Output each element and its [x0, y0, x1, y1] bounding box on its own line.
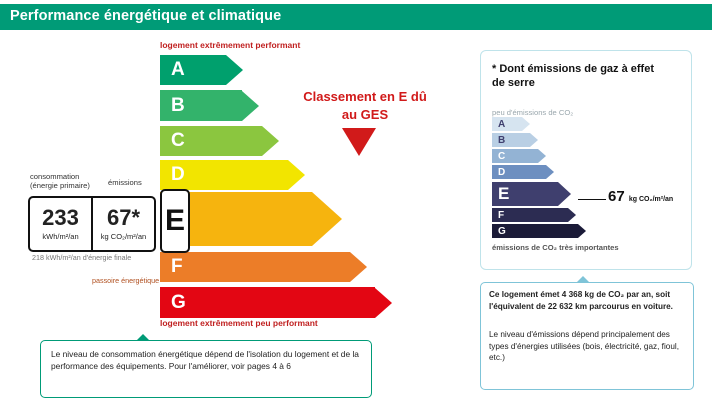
dpe-row-letter: C — [171, 130, 185, 151]
dpe-row-letter: G — [171, 291, 186, 313]
passoire-note: passoire énergétique — [92, 276, 160, 285]
green-note-notch-icon — [136, 334, 150, 341]
consumption-value-group — [30, 198, 93, 250]
classement-text: Classement en E dû au GES — [303, 89, 427, 122]
ges-row-tip-icon — [578, 224, 586, 238]
ges-row-tip-icon — [522, 117, 530, 131]
ges-title: * Dont émissions de gaz à effet de serre — [492, 63, 654, 90]
ges-unit: kg CO₂/m²/an — [628, 196, 674, 203]
consumption-box — [28, 196, 156, 252]
consumption-label-emissions: émissions — [108, 178, 142, 187]
dpe-row-letter: A — [171, 59, 185, 80]
ges-row — [492, 117, 530, 131]
consumption-label-primary: consommation (énergie primaire) — [30, 172, 90, 191]
ges-row-letter: F — [498, 209, 505, 221]
dpe-row-tip-icon — [350, 252, 367, 282]
dpe-row — [160, 55, 243, 85]
ges-value-group — [608, 188, 673, 205]
green-note — [40, 340, 372, 398]
ges-row-tip-icon — [568, 208, 576, 222]
ges-row-letter: E — [498, 184, 510, 203]
ges-row — [492, 224, 586, 238]
consumption-value: 233 — [42, 205, 79, 230]
ges-row — [492, 165, 554, 179]
dpe-row — [160, 287, 392, 318]
ges-row-letter: D — [498, 166, 506, 178]
final-energy-note: 218 kWh/m²/an d'énergie finale — [32, 253, 132, 262]
page-title: Performance énergétique et climatique — [10, 8, 282, 24]
dpe-row-letter: D — [171, 164, 185, 185]
dpe-row — [160, 126, 279, 156]
dpe-bottom-label: logement extrêmement peu performant — [160, 318, 318, 328]
ges-row-letter: G — [498, 225, 506, 237]
dpe-top-label: logement extrêmement performant — [160, 40, 301, 50]
ges-row-letter: A — [498, 118, 506, 130]
ges-row — [492, 182, 571, 206]
blue-note — [480, 282, 694, 390]
dpe-row-tip-icon — [226, 55, 243, 85]
consumption-unit: kWh/m²/an — [42, 232, 79, 241]
dpe-row — [160, 160, 305, 190]
current-class-badge: E — [160, 189, 190, 253]
blue-note-notch-icon — [576, 276, 590, 283]
ges-row-tip-icon — [530, 133, 538, 147]
dpe-row-tip-icon — [262, 126, 279, 156]
emission-value: 67* — [106, 205, 141, 230]
green-note-text: Le niveau de consommation énergétique dépend de l'isolation du logement et de la performance des équipements. Pour l'améliorer, voir pages 4 à 6 — [51, 349, 359, 372]
blue-note-bold-text: Ce logement émet 4 368 kg de CO₂ par an, soit l'équivalent de 22 632 km parcourus en voiture. — [489, 290, 673, 311]
dpe-row-letter: B — [171, 94, 185, 116]
header-bar — [0, 4, 712, 30]
ges-bottom-label: émissions de CO₂ très importantes — [492, 243, 619, 252]
dpe-row-tip-icon — [242, 91, 259, 121]
dpe-row-letter: F — [171, 256, 183, 277]
ges-row — [492, 149, 546, 163]
ges-top-label: peu d'émissions de CO₂ — [492, 108, 574, 117]
blue-note-text: Le niveau d'émissions dépend principalement des types d'énergies utilisées (bois, électricité, gaz, fioul, etc.) — [489, 330, 679, 363]
dpe-row — [160, 90, 259, 121]
dpe-row — [160, 252, 367, 282]
ges-row-tip-icon — [546, 165, 554, 179]
dpe-row-tip-icon — [375, 288, 392, 318]
ges-row-tip-icon — [558, 182, 571, 206]
ges-row — [492, 133, 538, 147]
ges-row-letter: B — [498, 134, 506, 146]
dpe-row-tip-icon — [312, 192, 342, 246]
ges-leader-line — [578, 199, 606, 200]
ges-row — [492, 208, 576, 222]
emission-value-group — [93, 198, 154, 250]
emission-unit: kg CO₂/m²/an — [100, 232, 147, 241]
dpe-row-tip-icon — [288, 160, 305, 190]
down-arrow-icon — [342, 128, 376, 156]
ges-row-tip-icon — [538, 149, 546, 163]
ges-value: 67 — [608, 188, 625, 205]
ges-row-letter: C — [498, 150, 506, 162]
